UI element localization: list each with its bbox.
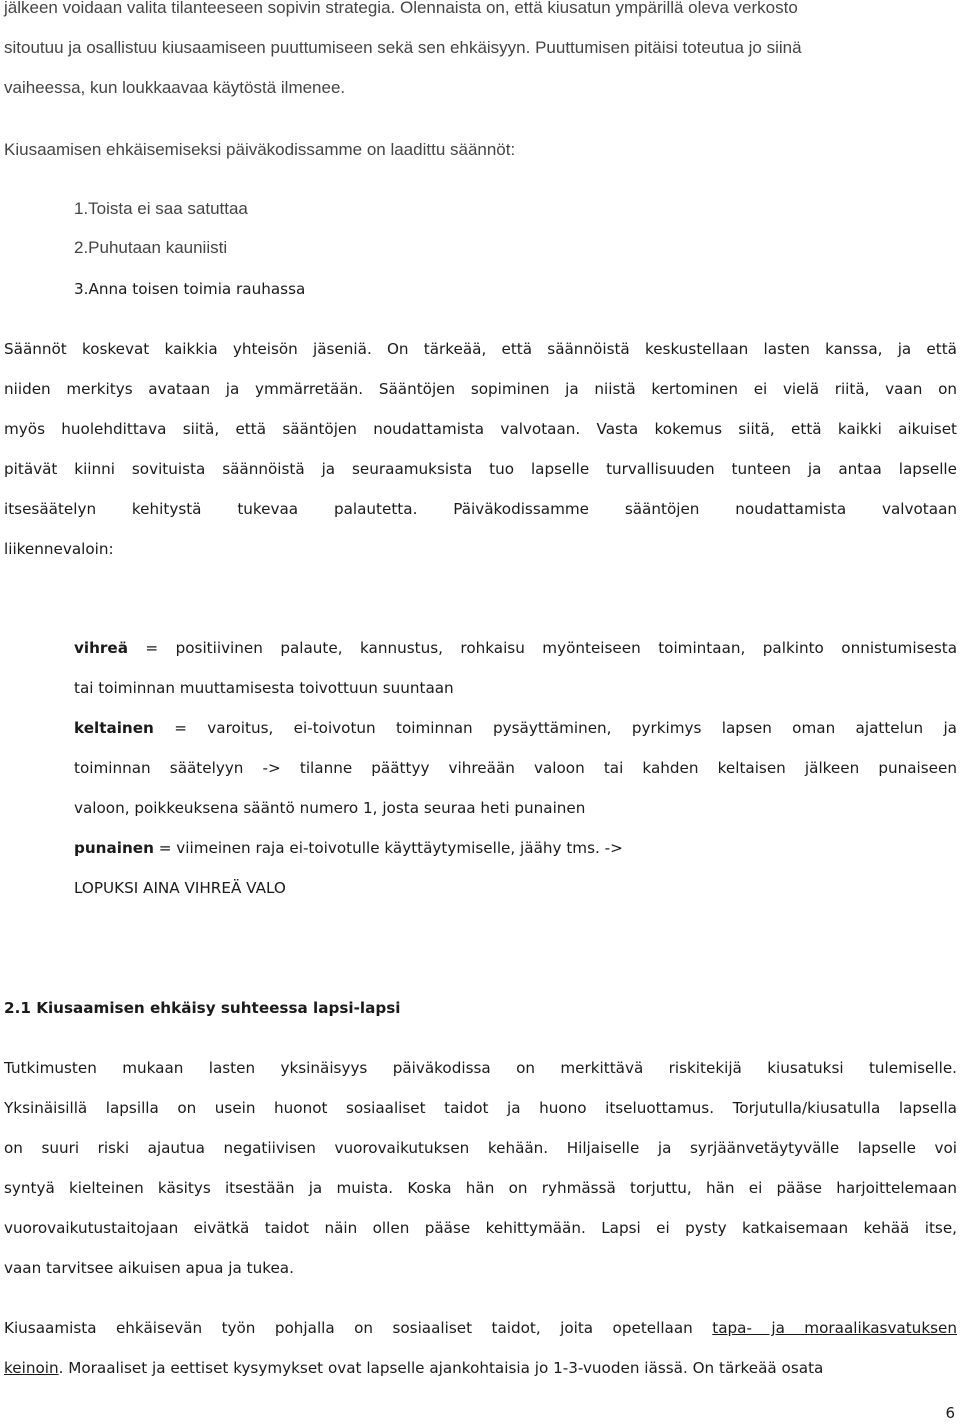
red-light-desc: = viimeinen raja ei-toivotulle käyttäytymiselle, jäähy tms. -> [153,839,623,857]
intro-line-1: jälkeen voidaan valita tilanteeseen sopivin strategia. Olennaista on, että kiusatun ympärillä oleva verkosto [4,0,798,17]
para1-line-1: Säännöt koskevat kaikkia yhteisön jäseniä. On tärkeää, että säännöistä keskustellaan lasten kanssa, ja että [4,340,957,358]
para1-line-4: pitävät kiinni sovituista säännöistä ja seuraamuksista tuo lapselle turvallisuuden tunteen ja antaa lapselle [4,460,957,478]
rule-item-3: 3.Anna toisen toimia rauhassa [74,280,306,298]
section-heading [4,997,400,1019]
para1-line-2: niiden merkitys avataan ja ymmärretään. Sääntöjen sopiminen ja niistä kertominen ei vielä riitä, vaan on [4,380,957,398]
green-light-line-2: tai toiminnan muuttamisesta toivottuun suuntaan [74,679,454,697]
final-green-note: LOPUKSI AINA VIHREÄ VALO [74,879,286,897]
red-light-line-1 [74,837,623,859]
para2-line-2: Yksinäisillä lapsilla on usein huonot sosiaaliset taidot ja huono itseluottamus. Torjutulla/kiusatulla lapsella [4,1099,957,1117]
para3-line-1 [4,1317,957,1339]
para3-text: Kiusaamista ehkäisevän työn pohjalla on sosiaaliset taidot, joita opetellaan [4,1319,713,1337]
para2-line-6: vaan tarvitsee aikuisen apua ja tukea. [4,1259,294,1277]
yellow-light-desc: = varoitus, ei-toivotun toiminnan pysäyttäminen, pyrkimys lapsen oman ajattelun ja [153,719,957,737]
para2-line-3: on suuri riski ajautua negatiivisen vuorovaikutuksen kehään. Hiljaiselle ja syrjäänvetäytyvälle lapselle voi [4,1139,957,1157]
section-number: 2.1 [4,999,31,1017]
para3-line-2 [4,1357,823,1379]
rule-item-2: 2.Puhutaan kauniisti [74,238,228,257]
para3-text-cont: . Moraaliset ja eettiset kysymykset ovat lapselle ajankohtaisia jo 1-3-vuoden iässä. On tärkeää osata [58,1359,824,1377]
para2-line-4: syntyä kielteinen käsitys itsestään ja muista. Koska hän on ryhmässä torjuttu, hän ei pääse harjoittelemaan [4,1179,957,1197]
moral-education-link[interactable]: tapa- ja moraalikasvatuksen [712,1319,957,1337]
intro-line-2: sitoutuu ja osallistuu kiusaamiseen puuttumiseen sekä sen ehkäisyyn. Puuttumisen pitäisi toteutua jo siinä [4,38,802,57]
green-light-term: vihreä [74,639,128,657]
yellow-light-term: keltainen [74,719,154,737]
rule-item-1: 1.Toista ei saa satuttaa [74,199,248,218]
section-title: Kiusaamisen ehkäisy suhteessa lapsi-lapsi [36,999,401,1017]
rules-heading: Kiusaamisen ehkäisemiseksi päiväkodissamme on laadittu säännöt: [4,140,516,159]
yellow-light-line-3: valoon, poikkeuksena sääntö numero 1, josta seuraa heti punainen [74,799,586,817]
intro-line-3: vaiheessa, kun loukkaavaa käytöstä ilmenee. [4,78,346,97]
para1-line-6: liikennevaloin: [4,540,114,558]
para2-line-5: vuorovaikutustaitojaan eivätkä taidot näin ollen pääse kehittymään. Lapsi ei pysty katkaisemaan kehää itse, [4,1219,957,1237]
yellow-light-line-1 [74,717,957,739]
moral-education-link-cont[interactable]: keinoin [4,1359,59,1377]
page-number: 6 [945,1404,955,1422]
red-light-term: punainen [74,839,154,857]
green-light-desc: = positiivinen palaute, kannustus, rohkaisu myönteiseen toimintaan, palkinto onnistumisesta [127,639,957,657]
para1-line-5: itsesäätelyn kehitystä tukevaa palautetta. Päiväkodissamme sääntöjen noudattamista valvotaan [4,500,957,518]
para2-line-1: Tutkimusten mukaan lasten yksinäisyys päiväkodissa on merkittävä riskitekijä kiusatuksi tulemiselle. [4,1059,957,1077]
yellow-light-line-2: toiminnan säätelyyn -> tilanne päättyy vihreään valoon tai kahden keltaisen jälkeen punaiseen [74,759,957,777]
green-light-line-1 [74,637,957,659]
para1-line-3: myös huolehdittava siitä, että sääntöjen noudattamista valvotaan. Vasta kokemus siitä, että kaikki aikuiset [4,420,957,438]
